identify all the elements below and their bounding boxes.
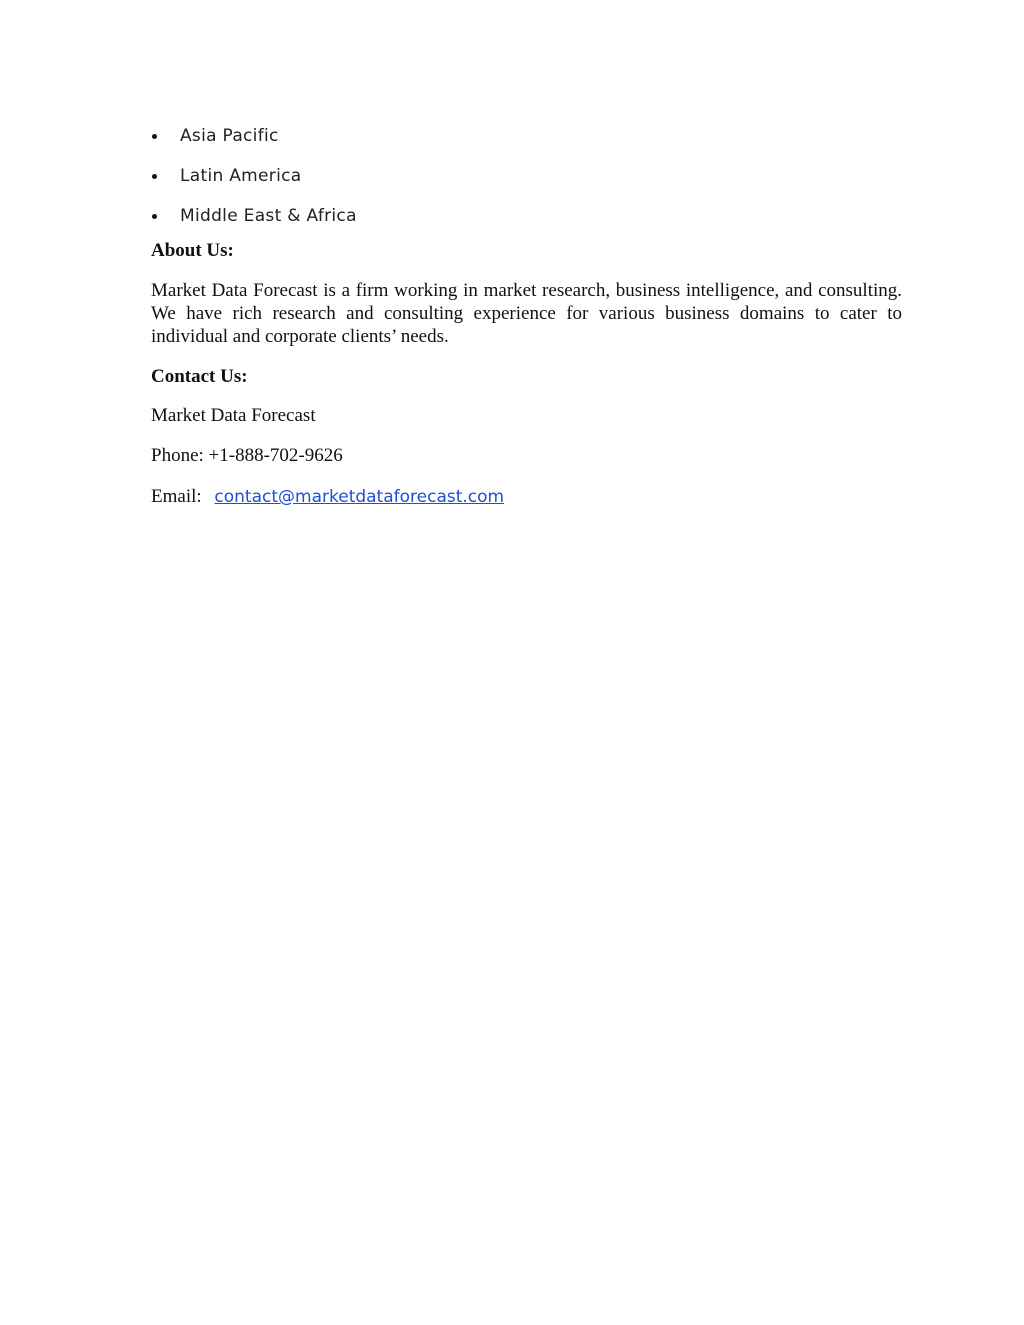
region-label: Latin America	[180, 166, 302, 186]
region-label: Middle East & Africa	[180, 206, 357, 226]
contact-heading: Contact Us:	[151, 366, 248, 387]
company-name: Market Data Forecast	[151, 405, 316, 426]
email-line	[151, 485, 504, 509]
list-item	[150, 202, 357, 242]
bullet-icon	[152, 214, 157, 219]
list-item	[150, 162, 357, 202]
bullet-icon	[152, 174, 157, 179]
region-label: Asia Pacific	[180, 126, 279, 146]
about-body: Market Data Forecast is a firm working in market research, business intelligence, and consulting. We have rich research and consulting experience for various business domains to cater to individual and corporate clients’ needs.	[151, 280, 902, 347]
email-label: Email:	[151, 486, 202, 507]
list-item	[150, 122, 357, 162]
phone-number: Phone: +1-888-702-9626	[151, 445, 343, 466]
region-list	[150, 122, 357, 242]
email-link[interactable]: contact@marketdataforecast.com	[214, 487, 505, 507]
about-heading: About Us:	[151, 240, 234, 261]
bullet-icon	[152, 134, 157, 139]
